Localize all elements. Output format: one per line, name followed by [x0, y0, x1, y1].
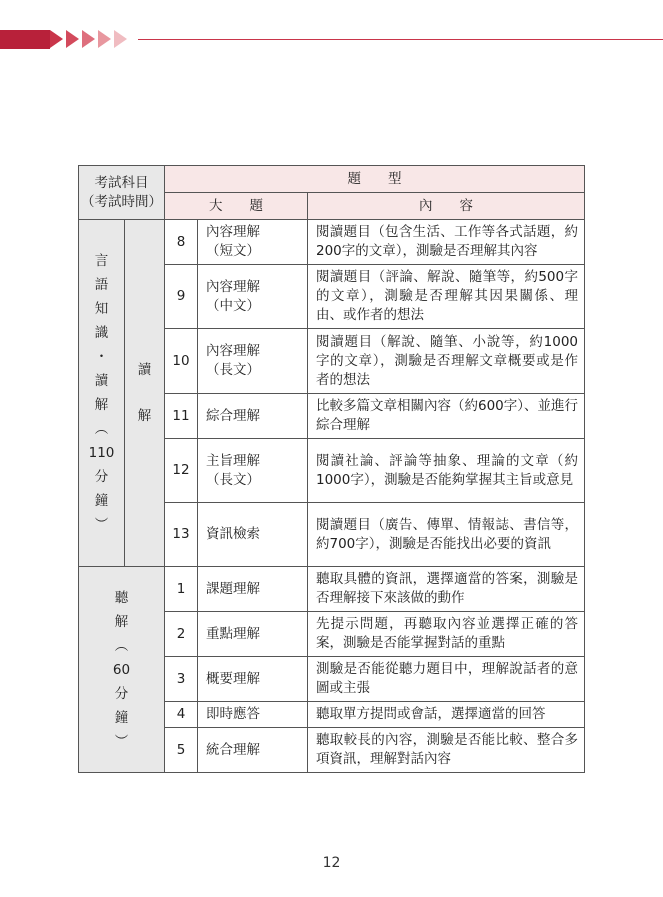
- header-bar: [0, 30, 50, 49]
- question-title-cell: [198, 220, 308, 265]
- question-title-cell: [198, 702, 308, 728]
- section-label-char: 分: [114, 685, 129, 702]
- section-label-char: 解: [114, 613, 129, 630]
- question-number: 13: [165, 503, 198, 567]
- question-content: 閱讀社論、評論等抽象、理論的文章（約1000字），測驗是否能夠掌握其主旨或意見: [308, 439, 585, 503]
- question-title-cell: [198, 657, 308, 702]
- question-number: 1: [165, 567, 198, 612]
- question-title: 綜合理解: [206, 407, 260, 424]
- question-title-cell: [198, 503, 308, 567]
- section-label: [79, 249, 124, 537]
- content-header-cell: [308, 193, 585, 220]
- section-label-cell: [79, 567, 165, 773]
- section-label-char: 語: [94, 277, 109, 293]
- question-content: 閱讀題目（廣告、傳單、情報誌、書信等，約700字），測驗是否能找出必要的資訊: [308, 503, 585, 567]
- section-label-char: 識: [94, 325, 109, 341]
- subsection-label-cell: [125, 220, 165, 567]
- question-content: 比較多篇文章相關內容（約600字）、並進行綜合理解: [308, 394, 585, 439]
- question-title: 資訊檢索: [206, 526, 260, 542]
- page-number: 12: [322, 855, 341, 871]
- section-label-char: 讀: [94, 373, 109, 389]
- section-label-char: 言: [94, 253, 109, 269]
- subsection-label-char: 讀: [137, 362, 152, 378]
- question-number: 8: [165, 220, 198, 265]
- subsection-label-char: 解: [137, 408, 152, 424]
- table-row: [79, 220, 585, 265]
- question-number: 5: [165, 728, 198, 773]
- question-content: 先提示問題，再聽取內容並選擇正確的答案，測驗是否能掌握對話的重點: [308, 612, 585, 657]
- type-header-cell: [165, 166, 585, 193]
- question-title: 統合理解: [206, 741, 260, 758]
- subsection-label: [125, 358, 164, 428]
- question-title-sub: （長文）: [206, 362, 260, 378]
- section-label-cell: [79, 220, 125, 567]
- exam-structure-table: [78, 165, 585, 773]
- question-title: 重點理解: [206, 625, 260, 642]
- subject-header-label: 考試科目: [94, 174, 149, 191]
- section-label-char: ・: [94, 349, 109, 365]
- question-title-cell: [198, 612, 308, 657]
- question-number: 12: [165, 439, 198, 503]
- content-header-label: 內 容: [419, 197, 473, 214]
- question-title: 內容理解: [206, 278, 260, 295]
- question-title-sub: （短文）: [206, 243, 260, 259]
- section-label: [79, 586, 164, 754]
- table-row: [79, 567, 585, 612]
- question-number: 4: [165, 702, 198, 728]
- header-chevron-icon: [82, 30, 95, 48]
- section-label-char: ︶: [94, 517, 109, 533]
- subject-header-cell: [79, 166, 165, 220]
- question-title: 課題理解: [206, 580, 260, 597]
- header-chevron-icon: [98, 30, 111, 48]
- section-label-char: 知: [94, 301, 109, 317]
- question-title: 概要理解: [206, 670, 260, 687]
- time-header-label: （考試時間）: [81, 193, 162, 210]
- question-content: 閱讀題目（解說、隨筆、小說等，約1000字的文章），測驗是否理解文章概要或是作者的想法: [308, 329, 585, 394]
- question-title-cell: [198, 265, 308, 329]
- question-title: 主旨理解: [206, 452, 260, 469]
- section-label-char: ︵: [94, 421, 109, 437]
- question-title: 內容理解: [206, 224, 260, 240]
- question-content: 測驗是否能從聽力題目中，理解說話者的意圖或主張: [308, 657, 585, 702]
- question-number: 9: [165, 265, 198, 329]
- section-label-char: ︵: [114, 637, 129, 654]
- question-content: 聽取單方提問或會話，選擇適當的回答: [308, 702, 585, 728]
- question-content: 聽取較長的內容，測驗是否能比較、整合多項資訊，理解對話內容: [308, 728, 585, 773]
- question-number: 2: [165, 612, 198, 657]
- section-label-char: 鐘: [114, 709, 129, 726]
- question-title-cell: [198, 329, 308, 394]
- section-label-char: 110: [88, 445, 115, 461]
- header-chevron-icon: [66, 30, 79, 48]
- header-chevron-icon: [50, 30, 63, 48]
- header-rule: [138, 39, 663, 41]
- question-title-cell: [198, 728, 308, 773]
- question-number: 3: [165, 657, 198, 702]
- major-header-cell: [165, 193, 308, 220]
- question-title-sub: （中文）: [206, 297, 260, 314]
- question-title-cell: [198, 567, 308, 612]
- question-title-sub: （長文）: [206, 471, 260, 488]
- section-label-char: 聽: [114, 589, 129, 606]
- question-title: 即時應答: [206, 706, 260, 722]
- question-number: 11: [165, 394, 198, 439]
- header-chevron-icon: [114, 30, 127, 48]
- section-label-char: 60: [112, 661, 131, 678]
- question-title-cell: [198, 439, 308, 503]
- question-content: 閱讀題目（評論、解說、隨筆等，約500字的文章），測驗是否理解其因果關係、理由、或作者的想法: [308, 265, 585, 329]
- question-title-cell: [198, 394, 308, 439]
- question-number: 10: [165, 329, 198, 394]
- section-label-char: 分: [94, 469, 109, 485]
- section-label-char: 解: [94, 397, 109, 413]
- section-label-char: 鐘: [94, 493, 109, 509]
- section-label-char: ︶: [114, 733, 129, 750]
- type-header-label: 題 型: [347, 170, 402, 187]
- question-content: 聽取具體的資訊，選擇適當的答案，測驗是否理解接下來該做的動作: [308, 567, 585, 612]
- question-title: 內容理解: [206, 343, 260, 359]
- question-content: 閱讀題目（包含生活、工作等各式話題，約200字的文章），測驗是否理解其內容: [308, 220, 585, 265]
- major-header-label: 大 題: [209, 197, 263, 214]
